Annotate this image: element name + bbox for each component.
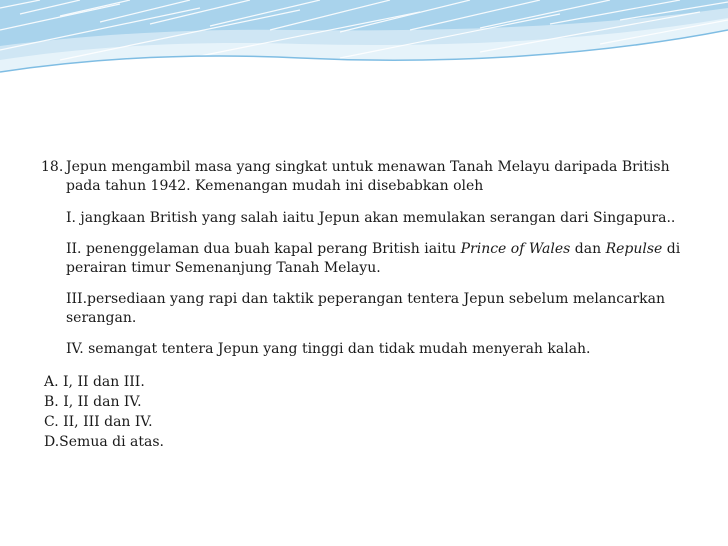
statement-ii xyxy=(66,240,681,278)
statement-ii-prefix: II. penenggelaman dua buah kapal perang British iaitu xyxy=(66,241,461,257)
ship-name-repulse: Repulse xyxy=(605,241,663,257)
statement-ii-mid: dan xyxy=(570,241,606,257)
question-18 xyxy=(41,158,681,359)
header-wave-decoration xyxy=(0,0,728,78)
statement-iii: III.persediaan yang rapi dan taktik peperangan tentera Jepun sebelum melancarkan serangan. xyxy=(66,291,665,326)
wave-graphic xyxy=(0,0,728,78)
answer-option-b: B. I, II dan IV. xyxy=(44,394,142,410)
answer-option-a: A. I, II dan III. xyxy=(44,374,145,390)
question-text: Jepun mengambil masa yang singkat untuk menawan Tanah Melayu daripada British pada tahun 1942. Kemenangan mudah ini disebabkan oleh xyxy=(66,159,670,194)
answer-option-d: D.Semua di atas. xyxy=(44,434,164,450)
statement-iv: IV. semangat tentera Jepun yang tinggi dan tidak mudah menyerah kalah. xyxy=(66,341,591,357)
statement-i: I. jangkaan British yang salah iaitu Jepun akan memulakan serangan dari Singapura.. xyxy=(66,210,676,226)
statement-ii-suffix: di perairan timur Semenanjung Tanah Melayu. xyxy=(66,241,681,276)
answer-options xyxy=(0,372,681,452)
question-number: 18. xyxy=(41,159,64,175)
answer-option-c: C. II, III dan IV. xyxy=(44,414,153,430)
ship-name-prince-of-wales: Prince of Wales xyxy=(460,241,571,257)
question-block xyxy=(41,158,681,452)
